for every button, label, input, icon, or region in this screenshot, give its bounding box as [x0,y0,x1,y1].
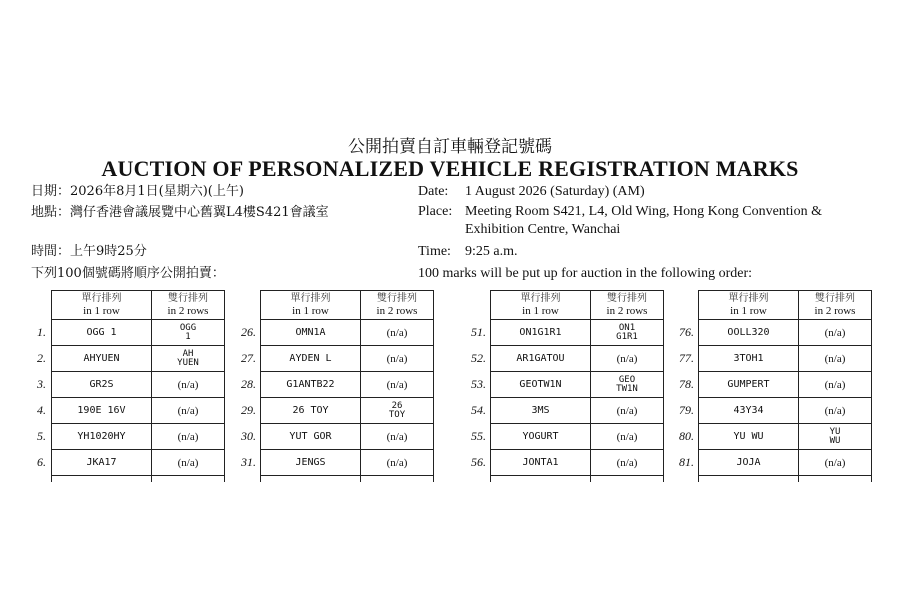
table-row [261,372,434,398]
header-label-zh: 雙行排列 [168,293,208,304]
table-cut-row [699,476,872,483]
mark-line-bottom: WU [829,435,841,446]
row-number: 51. [471,325,486,339]
table-header-row [699,291,872,320]
mark-line-top: GEO [618,374,636,385]
mark-one-row: 3TOH1 [699,346,799,372]
mark-two-rows [152,346,225,372]
mark-two-rows: (n/a) [361,424,434,450]
mark-two-rows [152,320,225,346]
header-one-row [52,291,152,320]
marks-table-3 [490,290,664,482]
place-en-line1: Meeting Room S421, L4, Old Wing, Hong Kong Convention & [465,204,822,219]
header-label-en: in 1 row [730,305,767,317]
mark-two-rows: (n/a) [799,450,872,476]
mark-one-row: YH1020HY [52,424,152,450]
header-label-zh: 雙行排列 [607,293,647,304]
table-row [52,320,225,346]
mark-two-rows [361,398,434,424]
header-label-zh: 單行排列 [81,293,122,304]
header-label-zh: 雙行排列 [815,293,855,304]
table-header-row [261,291,434,320]
mark-two-rows: (n/a) [799,398,872,424]
table-row [261,320,434,346]
header-label-zh: 單行排列 [728,293,769,304]
row-number: 53. [471,377,486,391]
header-one-row [261,291,361,320]
row-number: 30. [241,429,256,443]
table-row [52,424,225,450]
mark-one-row: JENGS [261,450,361,476]
mark-one-row: AHYUEN [52,346,152,372]
mark-two-rows: (n/a) [152,398,225,424]
row-number: 1. [37,325,46,339]
mark-two-rows [591,372,664,398]
place-zh [31,204,329,222]
time-en [418,243,518,261]
mark-one-row: AYDEN L [261,346,361,372]
table-row [261,346,434,372]
date-en-value: 1 August 2026 (Saturday) (AM) [465,184,645,199]
row-number: 81. [679,455,694,469]
title-chinese: 公開拍賣自訂車輛登記號碼 [348,137,552,157]
time-en-value: 9:25 a.m. [465,244,518,259]
table-row [699,450,872,476]
mark-one-row: 190E 16V [52,398,152,424]
table-row [261,450,434,476]
order-note-en: 100 marks will be put up for auction in the following order: [418,266,752,281]
row-number: 52. [471,351,486,365]
mark-two-rows: (n/a) [591,450,664,476]
mark-one-row: GEOTW1N [491,372,591,398]
title-english: AUCTION OF PERSONALIZED VEHICLE REGISTRATION MARKS [101,156,799,181]
table-row [699,424,872,450]
table-row [491,450,664,476]
mark-line-top: AH [182,348,194,359]
date-en-label: Date: [418,184,449,199]
row-number: 76. [679,325,694,339]
table-row [52,450,225,476]
marks-table-4 [698,290,872,482]
header-label-en: in 2 rows [814,305,856,317]
row-number: 55. [471,429,486,443]
mark-one-row: 3MS [491,398,591,424]
row-number: 5. [37,429,46,443]
mark-two-rows [799,424,872,450]
place-zh-label: 地點： [31,205,71,220]
mark-one-row: 43Y34 [699,398,799,424]
table-row [699,346,872,372]
row-number: 3. [37,377,46,391]
mark-two-rows: (n/a) [591,346,664,372]
table-cut-row [52,476,225,483]
mark-line-bottom: TOY [388,409,406,420]
header-one-row [491,291,591,320]
mark-line-top: YU [829,426,841,437]
cut-cell [261,476,361,483]
mark-two-rows: (n/a) [361,372,434,398]
header-label-zh: 雙行排列 [377,293,417,304]
mark-two-rows: (n/a) [361,346,434,372]
mark-one-row: 26 TOY [261,398,361,424]
row-number: 56. [471,455,486,469]
table-cut-row [261,476,434,483]
row-number: 4. [37,403,46,417]
mark-one-row: YUT GOR [261,424,361,450]
table-row [491,398,664,424]
time-zh-value: 上午9時25分 [70,244,147,259]
cut-cell [152,476,225,483]
header-label-zh: 單行排列 [290,293,331,304]
mark-one-row: AR1GATOU [491,346,591,372]
mark-two-rows: (n/a) [799,346,872,372]
order-note-zh: 下列100個號碼將順序公開拍賣： [31,266,225,281]
header-two-rows [799,291,872,320]
place-en-label: Place: [418,204,453,219]
cut-cell [591,476,664,483]
header-one-row [699,291,799,320]
mark-two-rows: (n/a) [591,424,664,450]
marks-table-1 [51,290,225,482]
time-en-label: Time: [418,244,451,259]
row-number: 2. [37,351,46,365]
table-header-row [491,291,664,320]
date-zh-label: 日期： [31,184,71,199]
mark-one-row: OGG 1 [52,320,152,346]
header-two-rows [152,291,225,320]
place-en-line2: Exhibition Centre, Wanchai [465,222,621,237]
mark-two-rows: (n/a) [799,372,872,398]
row-number: 27. [241,351,256,365]
header-label-en: in 2 rows [376,305,418,317]
table-row [491,320,664,346]
mark-one-row: GUMPERT [699,372,799,398]
time-zh-label: 時間： [31,244,71,259]
mark-two-rows: (n/a) [152,424,225,450]
table-row [491,424,664,450]
row-number: 54. [471,403,486,417]
time-zh [31,243,147,261]
header-label-en: in 1 row [292,305,329,317]
mark-two-rows: (n/a) [361,450,434,476]
mark-one-row: JKA17 [52,450,152,476]
mark-line-bottom: YUEN [177,357,199,368]
mark-line-bottom: 1 [185,331,191,342]
cut-cell [699,476,799,483]
header-two-rows [361,291,434,320]
table-row [261,398,434,424]
header-label-zh: 單行排列 [520,293,561,304]
table-row [491,372,664,398]
mark-two-rows: (n/a) [361,320,434,346]
mark-one-row: GR2S [52,372,152,398]
header-label-en: in 2 rows [606,305,648,317]
mark-one-row: JOJA [699,450,799,476]
date-zh [31,183,244,201]
date-en [418,183,645,201]
mark-one-row: JONTA1 [491,450,591,476]
table-row [52,346,225,372]
mark-two-rows: (n/a) [799,320,872,346]
mark-two-rows: (n/a) [152,372,225,398]
mark-line-top: ON1 [618,322,636,333]
table-cut-row [491,476,664,483]
table-header-row [52,291,225,320]
mark-one-row: G1ANTB22 [261,372,361,398]
table-row [699,320,872,346]
table-row [52,372,225,398]
row-number: 26. [241,325,256,339]
table-row [491,346,664,372]
header-label-en: in 1 row [522,305,559,317]
row-number: 31. [241,455,256,469]
row-number: 78. [679,377,694,391]
mark-line-top: 26 [391,400,403,411]
cut-cell [52,476,152,483]
mark-one-row: OOLL320 [699,320,799,346]
table-row [699,372,872,398]
row-number: 6. [37,455,46,469]
cut-cell [361,476,434,483]
row-number: 29. [241,403,256,417]
row-number: 28. [241,377,256,391]
header-two-rows [591,291,664,320]
place-zh-value: 灣仔香港會議展覽中心舊翼L4樓S421會議室 [70,205,329,220]
mark-two-rows: (n/a) [591,398,664,424]
date-zh-value: 2026年8月1日(星期六)(上午) [70,184,244,199]
table-row [52,398,225,424]
row-number: 79. [679,403,694,417]
mark-one-row: ON1G1R1 [491,320,591,346]
mark-one-row: OMN1A [261,320,361,346]
marks-table-2 [260,290,434,482]
header-label-en: in 2 rows [167,305,209,317]
header-label-en: in 1 row [83,305,120,317]
cut-cell [799,476,872,483]
row-number: 80. [679,429,694,443]
table-row [699,398,872,424]
table-row [261,424,434,450]
mark-line-top: OGG [179,322,197,333]
row-number: 77. [679,351,694,365]
mark-one-row: YU WU [699,424,799,450]
mark-two-rows: (n/a) [152,450,225,476]
mark-one-row: YOGURT [491,424,591,450]
mark-line-bottom: TW1N [616,383,638,394]
cut-cell [491,476,591,483]
mark-line-bottom: G1R1 [616,331,638,342]
mark-two-rows [591,320,664,346]
